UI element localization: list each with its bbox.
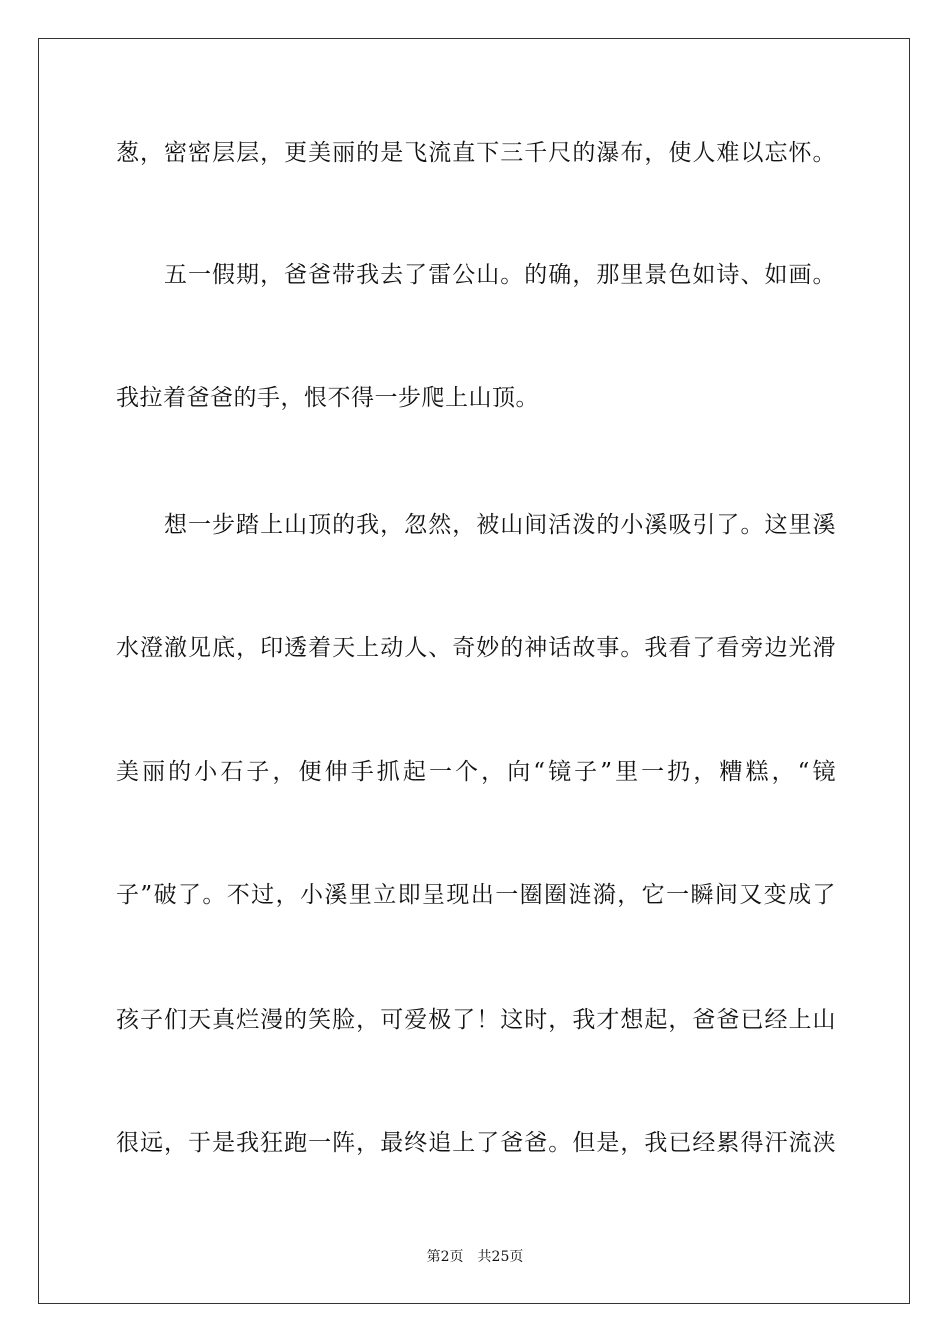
- text-line-6: 美丽的小石子，便伸手抓起一个，向“镜子”里一扔，糟糕，“镜: [116, 759, 836, 785]
- text-line-9: 很远，于是我狂跑一阵，最终追上了爸爸。但是，我已经累得汗流浃: [116, 1130, 836, 1156]
- text-line-8: 孩子们天真烂漫的笑脸，可爱极了！这时，我才想起，爸爸已经上山: [116, 1007, 836, 1033]
- page-number: 第2页: [426, 1249, 464, 1265]
- text-line-4: 想一步踏上山顶的我，忽然，被山间活泼的小溪吸引了。这里溪: [164, 512, 836, 538]
- page-footer: [0, 1247, 950, 1267]
- text-line-2: 五一假期，爸爸带我去了雷公山。的确，那里景色如诗、如画。: [164, 262, 836, 288]
- text-line-1: 葱，密密层层，更美丽的是飞流直下三千尺的瀑布，使人难以忘怀。: [116, 140, 836, 166]
- text-line-5: 水澄澈见底，印透着天上动人、奇妙的神话故事。我看了看旁边光滑: [116, 635, 836, 661]
- page-border: [38, 38, 910, 1304]
- page-total: 共25页: [477, 1249, 524, 1265]
- text-line-3: 我拉着爸爸的手，恨不得一步爬上山顶。: [116, 385, 539, 411]
- text-line-7: 子”破了。不过，小溪里立即呈现出一圈圈涟漪，它一瞬间又变成了: [116, 882, 836, 908]
